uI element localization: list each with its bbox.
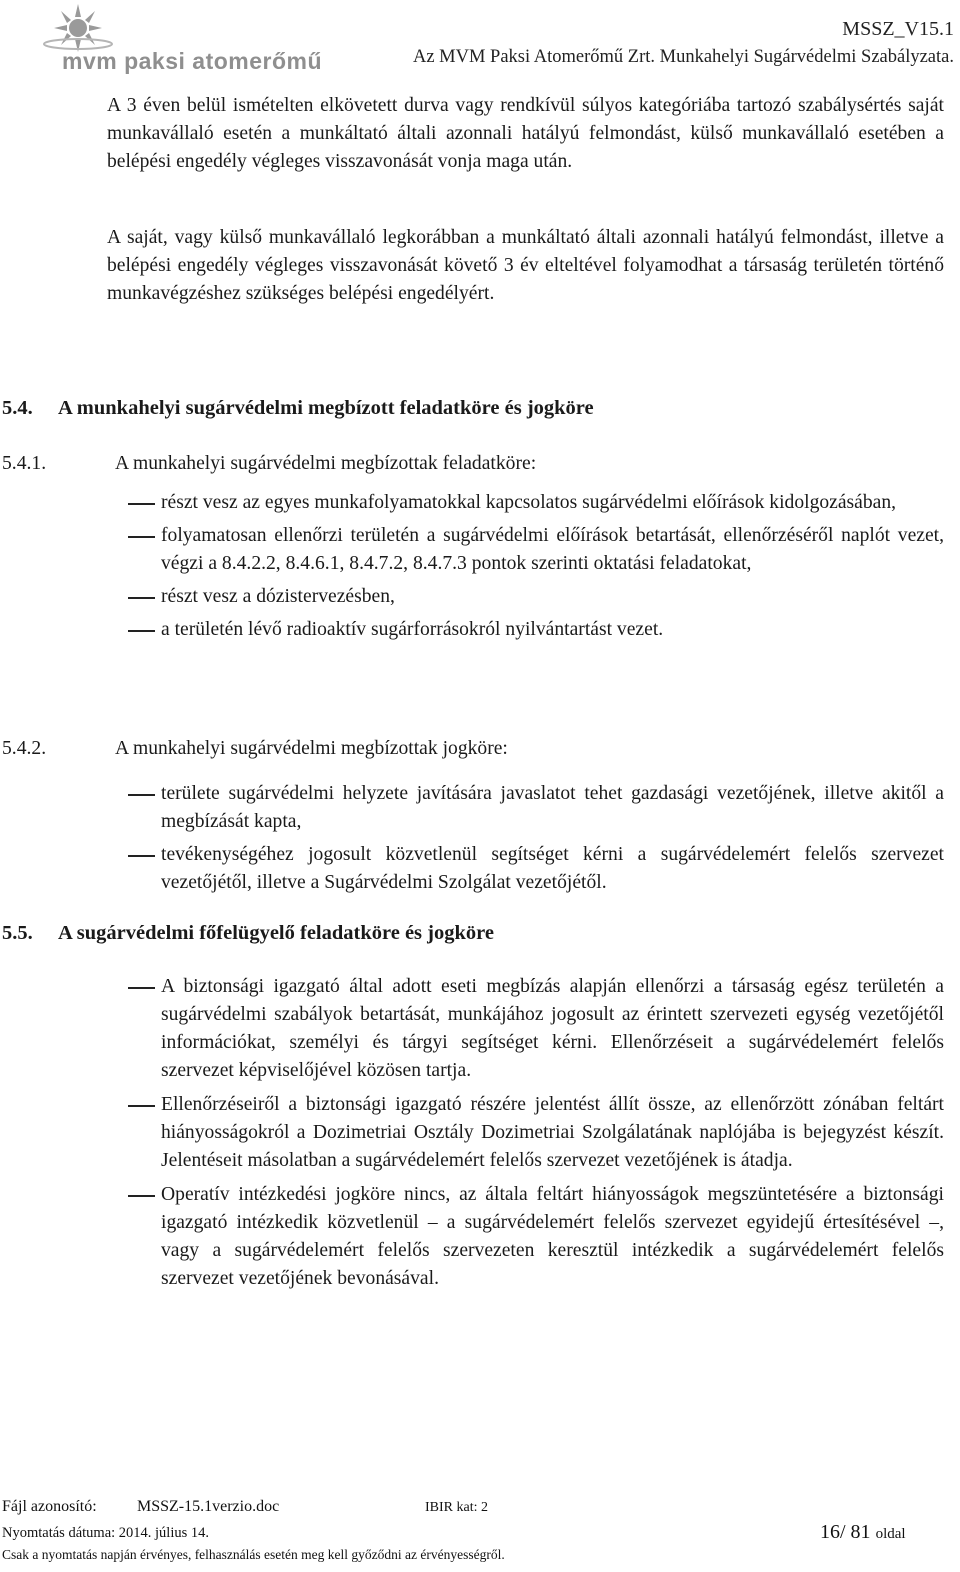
dash-bullet-icon [128,987,155,989]
file-id-label: Fájl azonosító: [2,1498,97,1515]
subsection-5-4-1-heading [2,453,536,475]
page-number: 16/ 81 oldal [820,1521,906,1543]
list-item: tevékenységéhez jogosult közvetlenül segítséget kérni a sugárvédelemért felelős szervezet vezetőjétől, illetve a Sugárvédelmi Szolgálat vezetőjétől. [128,841,944,897]
paragraph-repeat-violation: A 3 éven belül ismételten elkövetett durva vagy rendkívül súlyos kategóriába tartozó szabálysértés saját munkavállaló esetén a munkáltató általi azonnali hatályú felmondást, külső munkavállaló esetében a belépési engedély végleges visszavonását vonja maga után. [107,95,944,172]
company-logo [28,4,328,78]
logo-text: mvm paksi atomerőmű [62,48,323,74]
list-item: folyamatosan ellenőrzi területén a sugárvédelmi előírások betartását, ellenőrzéséről naplót vezet, végzi a 8.4.2.2, 8.4.6.1, 8.4.7.2, 8.4.7.3 pontok szerinti oktatási feladatokat, [128,522,944,578]
subsection-5-4-2-heading [2,738,508,760]
list-5-4-1 [128,489,944,649]
document-subtitle: Az MVM Paksi Atomerőmű Zrt. Munkahelyi Sugárvédelmi Szabályzata. [412,47,954,67]
dash-bullet-icon [128,630,155,632]
subsection-number: 5.4.1. [2,453,47,474]
dash-bullet-icon [128,1195,155,1197]
dash-bullet-icon [128,597,155,599]
section-title: A sugárvédelmi főfelügyelő feladatköre és jogköre [58,922,494,944]
validity-disclaimer: Csak a nyomtatás napján érvényes, felhasználás esetén meg kell győződni az érvényességről. [2,1547,505,1562]
list-item: területe sugárvédelmi helyzete javítására javaslatot tehet gazdasági vezetőjének, illetve akitől a megbízását kapta, [128,780,944,836]
ibir-category: IBIR kat: 2 [425,1500,488,1515]
list-item: Operatív intézkedési jogköre nincs, az általa feltárt hiányosságok megszüntetésére a biztonsági igazgató intézkedik közvetlenül – a sugárvédelemért felelős szervezet egyidejű értesítésével –, vagy a sugárvédelemért felelős szervezeten keresztül intézkedik a sugárvédelemért felelős szervezet vezetőjének bevonásával. [128,1181,944,1293]
section-5-4-heading [2,397,594,420]
list-5-5 [128,973,944,1298]
paragraph-reapplication: A saját, vagy külső munkavállaló legkorábban a munkáltató általi azonnali hatályú felmondást, illetve a belépési engedély végleges visszavonását követő 3 év elteltével folyamodhat a társaság területén történő munkavégzéshez szükséges belépési engedélyért. [107,227,944,304]
dash-bullet-icon [128,1105,155,1107]
dash-bullet-icon [128,503,155,505]
list-item: részt vesz a dózistervezésben, [128,583,944,611]
file-id-value: MSSZ-15.1verzio.doc [137,1498,280,1515]
section-number: 5.4. [2,397,33,419]
section-title: A munkahelyi sugárvédelmi megbízott feladatköre és jogköre [58,397,594,419]
section-number: 5.5. [2,922,33,944]
list-item: A biztonsági igazgató által adott eseti megbízás alapján ellenőrzi a társaság egész területén a sugárvédelmi szabályok betartását, munkájához jogosult az érintett szervezeti egység vezetőjétől információkat, személyi és tárgyi segítséget kérni. Ellenőrzéseit a sugárvédelemért felelős szervezet képviselőjével közösen tartja. [128,973,944,1085]
print-date: Nyomtatás dátuma: 2014. július 14. [2,1525,210,1541]
subsection-title: A munkahelyi sugárvédelmi megbízottak feladatköre: [115,453,537,474]
section-5-5-heading [2,922,494,945]
page-header [0,0,960,80]
subsection-title: A munkahelyi sugárvédelmi megbízottak jogköre: [115,738,508,759]
document-code: MSSZ_V15.1 [842,18,954,40]
list-item: részt vesz az egyes munkafolyamatokkal kapcsolatos sugárvédelmi előírások kidolgozásában, [128,489,944,517]
atom-sun-icon [28,4,138,54]
dash-bullet-icon [128,794,155,796]
dash-bullet-icon [128,855,155,857]
subsection-number: 5.4.2. [2,738,47,759]
list-5-4-2 [128,780,944,902]
list-item: a területén lévő radioaktív sugárforrásokról nyilvántartást vezet. [128,616,944,644]
dash-bullet-icon [128,536,155,538]
list-item: Ellenőrzéseiről a biztonsági igazgató részére jelentést állít össze, az ellenőrzött zónában feltárt hiányosságokról a Dozimetriai Osztály Dozimetriai Szolgálatának naplójába is bejegyzést készít. Jelentéseit másolatban a sugárvédelemért felelős szervezet vezetőjének is átadja. [128,1091,944,1175]
